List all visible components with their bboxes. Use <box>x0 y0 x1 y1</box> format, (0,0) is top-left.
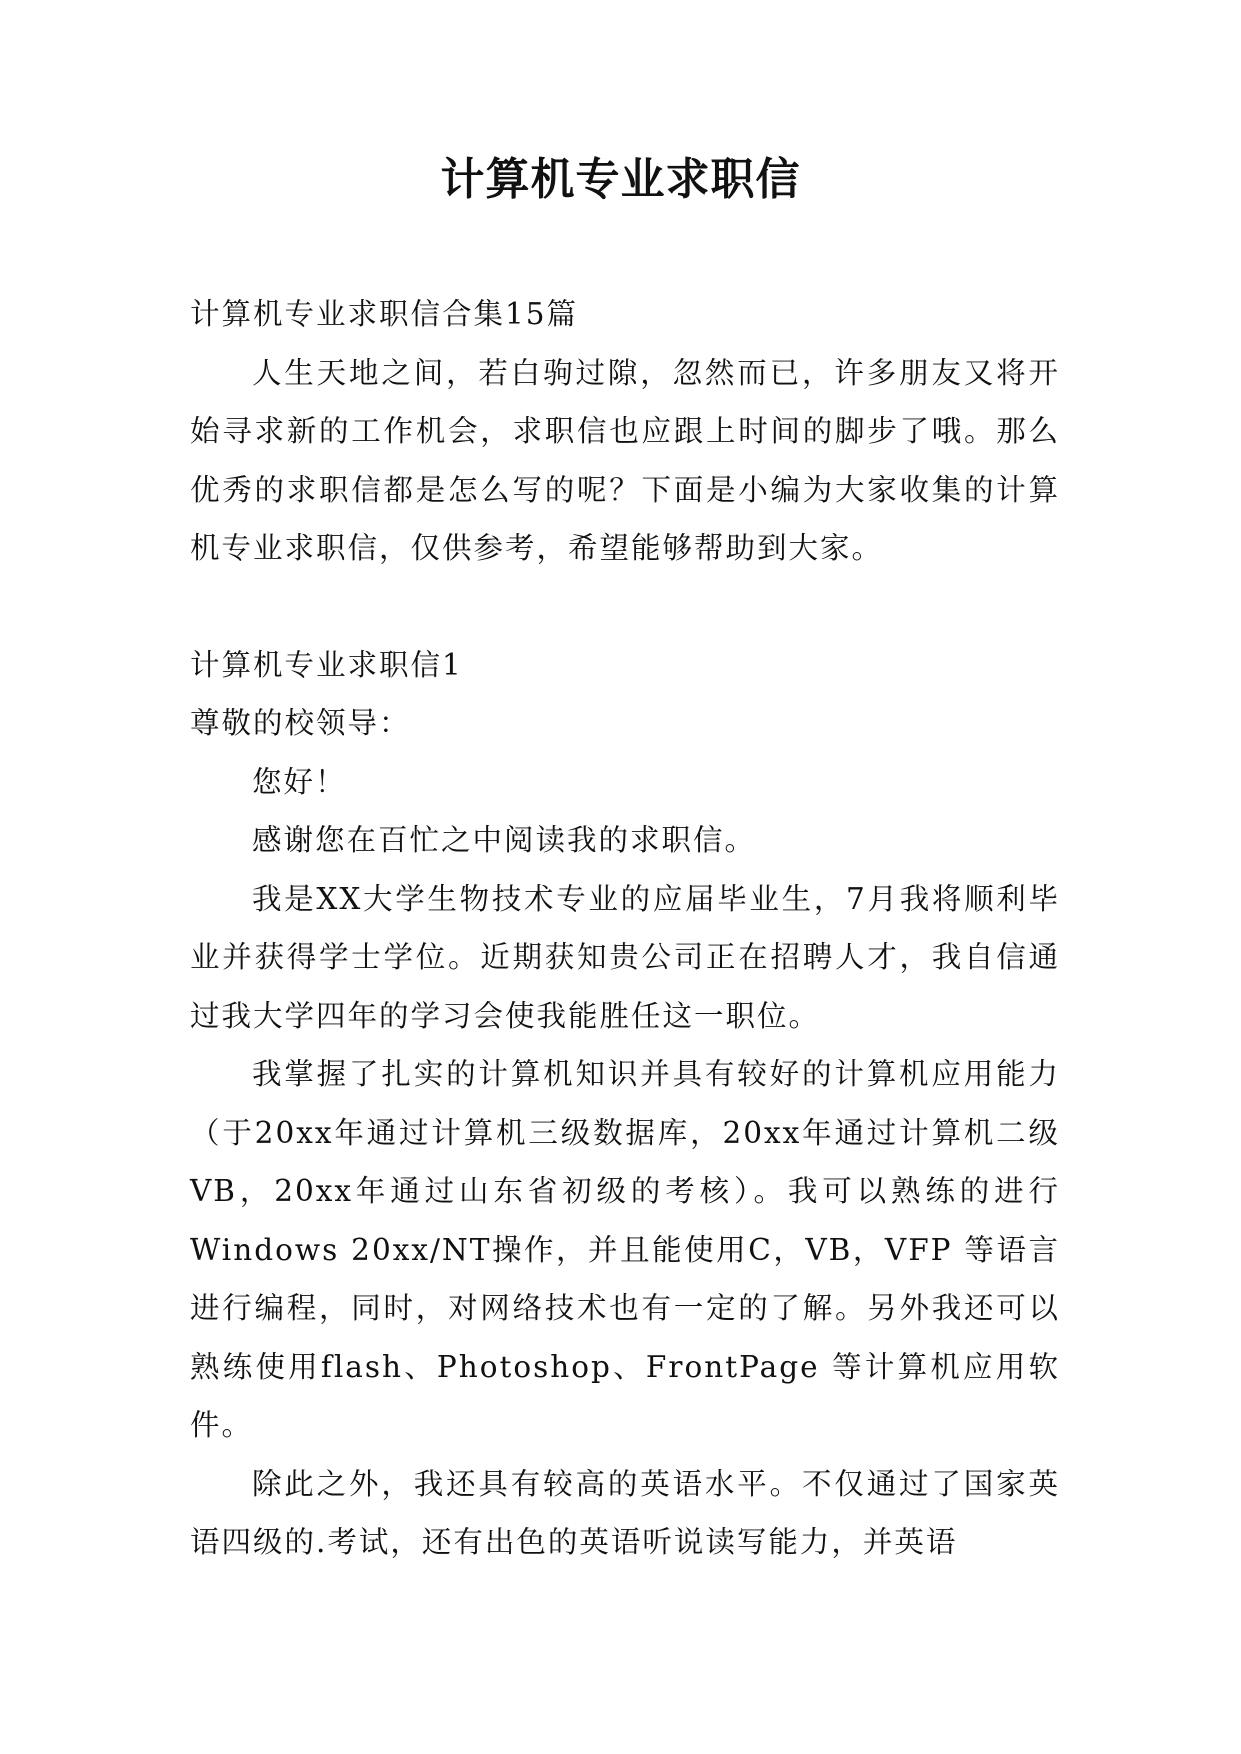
letter-paragraph: 除此之外，我还具有较高的英语水平。不仅通过了国家英语四级的.考试，还有出色的英语听说读写能力，并英语 <box>190 1466 1060 1559</box>
collection-heading: 计算机专业求职信合集15篇 <box>190 297 579 331</box>
letter-paragraph: 感谢您在百忙之中阅读我的求职信。 <box>251 823 756 857</box>
greeting: 您好！ <box>251 764 347 799</box>
letter-paragraph: 我掌握了扎实的计算机知识并具有较好的计算机应用能力（于20xx年通过计算机三级数据库，20xx年通过计算机二级VB，20xx年通过山东省初级的考核）。我可以熟练的进行Windows 20xx/NT操作，并且能使用C，VB，VFP 等语言进行编程，同时，对网络技术也有一定的了解。另外我还可以熟练使用flash、Photoshop、FrontPage 等计算机应用软件。 <box>190 1057 1060 1442</box>
letter-paragraph: 我是XX大学生物技术专业的应届毕业生，7月我将顺利毕业并获得学士学位。近期获知贵公司正在招聘人才，我自信通过我大学四年的学习会使我能胜任这一职位。 <box>190 881 1060 1033</box>
letter-heading: 计算机专业求职信1 <box>190 647 463 682</box>
document-title: 计算机专业求职信 <box>440 154 801 205</box>
intro-paragraph: 人生天地之间，若白驹过隙，忽然而已，许多朋友又将开始寻求新的工作机会，求职信也应跟上时间的脚步了哦。那么优秀的求职信都是怎么写的呢？下面是小编为大家收集的计算机专业求职信，仅供参考，希望能够帮助到大家。 <box>190 355 1060 565</box>
paragraph-gap <box>190 578 1060 636</box>
salutation: 尊敬的校领导： <box>190 706 411 740</box>
document-body <box>190 285 1060 1572</box>
